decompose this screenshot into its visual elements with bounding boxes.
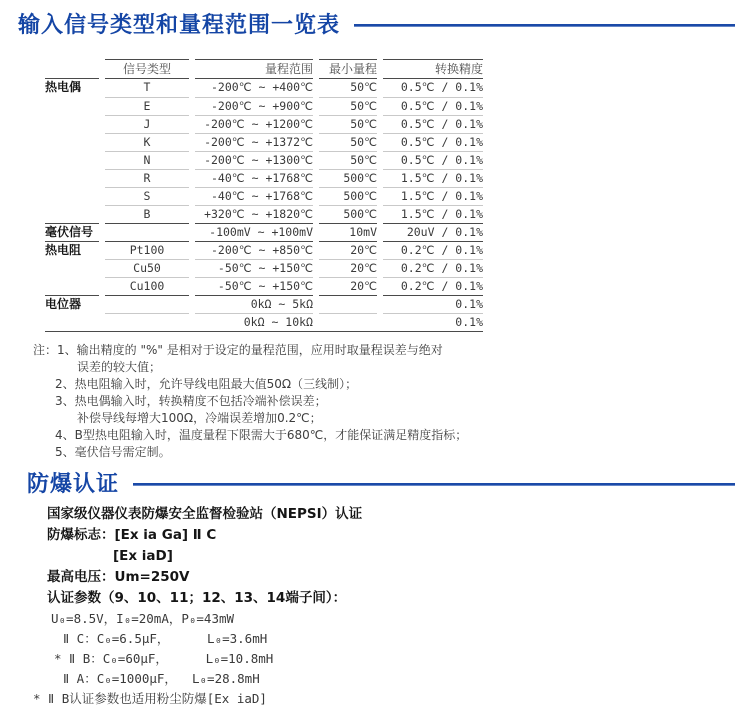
cell-category	[45, 205, 99, 223]
cell-range: -200℃ ~ +1300℃	[195, 151, 313, 169]
cell-category	[45, 259, 99, 277]
cell-range: -200℃ ~ +850℃	[195, 241, 313, 259]
table-row	[45, 187, 483, 205]
table-row	[45, 133, 483, 151]
cell-accuracy: 1.5℃ / 0.1%	[383, 187, 483, 205]
cell-min-range: 500℃	[319, 169, 377, 187]
cert-parameter-line: * Ⅱ B：C₀=60μF， L₀=10.8mH	[54, 651, 274, 666]
cell-range: -40℃ ~ +1768℃	[195, 169, 313, 187]
table-header-row	[45, 59, 483, 79]
cell-category	[45, 277, 99, 295]
cell-category	[45, 187, 99, 205]
cell-accuracy: 0.2℃ / 0.1%	[383, 259, 483, 277]
notes-block	[33, 342, 750, 461]
header-cell-signal-type: 信号类型	[105, 59, 189, 79]
table-row	[45, 169, 483, 187]
table-row	[45, 97, 483, 115]
note-line: 3、热电偶输入时，转换精度不包括冷端补偿误差；	[55, 394, 327, 408]
cell-signal-type	[105, 223, 189, 241]
table-row	[45, 295, 483, 313]
cert-heading-line: 最高电压：Um=250V	[47, 569, 190, 585]
cell-accuracy: 1.5℃ / 0.1%	[383, 205, 483, 223]
cell-accuracy: 0.5℃ / 0.1%	[400, 80, 483, 94]
table-row	[45, 313, 483, 331]
note-line: 5、毫伏信号需定制。	[55, 445, 171, 459]
cert-heading-line: 认证参数（9、10、11；12、13、14端子间）：	[47, 590, 347, 606]
cell-min-range: 500℃	[319, 205, 377, 223]
cert-parameter-line: Ⅱ C：C₀=6.5μF， L₀=3.6mH	[63, 631, 268, 646]
cell-category: 热电偶	[45, 80, 82, 94]
cell-range: +320℃ ~ +1820℃	[195, 205, 313, 223]
cell-min-range: 20℃	[319, 259, 377, 277]
cell-accuracy: 0.5℃ / 0.1%	[383, 133, 483, 151]
cell-signal-type: T	[143, 80, 151, 94]
cell-category	[45, 313, 99, 331]
cell-min-range: 50℃	[350, 80, 377, 94]
cell-accuracy: 0.2℃ / 0.1%	[383, 241, 483, 259]
cell-accuracy: 0.1%	[383, 295, 483, 313]
cell-signal-type: Cu100	[105, 277, 189, 295]
cell-range: -50℃ ~ +150℃	[195, 277, 313, 295]
cell-accuracy: 0.5℃ / 0.1%	[383, 151, 483, 169]
header-cell-min-range: 最小量程	[319, 59, 377, 79]
section1-header	[18, 0, 735, 39]
cell-signal-type	[105, 313, 189, 331]
table-row	[45, 259, 483, 277]
note-line: 补偿导线每增大100Ω，冷端误差增加0.2℃；	[77, 411, 322, 425]
table-row	[45, 151, 483, 169]
cell-category: 电位器	[45, 295, 99, 313]
cell-range: -40℃ ~ +1768℃	[195, 187, 313, 205]
cell-signal-type: R	[105, 169, 189, 187]
cell-accuracy: 20uV / 0.1%	[383, 223, 483, 241]
cell-accuracy: 0.5℃ / 0.1%	[383, 115, 483, 133]
cell-accuracy: 0.2℃ / 0.1%	[383, 277, 483, 295]
cell-range: 0kΩ ~ 5kΩ	[195, 295, 313, 313]
cell-min-range	[319, 295, 377, 313]
cell-category	[45, 133, 99, 151]
cell-min-range	[319, 313, 377, 331]
section1-title-rule	[354, 24, 735, 27]
cell-category	[45, 169, 99, 187]
table-row	[45, 115, 483, 133]
cell-min-range: 20℃	[319, 241, 377, 259]
cell-range: -100mV ~ +100mV	[195, 223, 313, 241]
table-row	[45, 277, 483, 295]
cell-signal-type: E	[105, 97, 189, 115]
cell-min-range: 10mV	[319, 223, 377, 241]
cell-min-range: 50℃	[319, 97, 377, 115]
cell-min-range: 50℃	[319, 151, 377, 169]
cert-heading-line: 国家级仪器仪表防爆安全监督检验站（NEPSI）认证	[47, 506, 363, 522]
cell-range: -200℃ ~ +900℃	[195, 97, 313, 115]
cell-signal-type	[105, 295, 189, 313]
cell-accuracy: 0.5℃ / 0.1%	[383, 97, 483, 115]
section2-title-rule	[133, 483, 735, 486]
cell-accuracy: 1.5℃ / 0.1%	[383, 169, 483, 187]
cell-category	[45, 97, 99, 115]
signal-range-table	[45, 59, 483, 332]
cell-range: 0kΩ ~ 10kΩ	[195, 313, 313, 331]
cell-min-range: 50℃	[319, 133, 377, 151]
cell-min-range: 20℃	[319, 277, 377, 295]
cell-accuracy: 0.1%	[383, 313, 483, 331]
section2-header	[18, 471, 735, 498]
cell-range: -200℃ ~ +1372℃	[195, 133, 313, 151]
cell-min-range: 50℃	[319, 115, 377, 133]
cert-parameter-line: U₀=8.5V，I₀=20mA，P₀=43mW	[51, 611, 235, 626]
cell-category	[45, 115, 99, 133]
cell-signal-type: Cu50	[105, 259, 189, 277]
cert-parameter-line: Ⅱ A：C₀=1000μF， L₀=28.8mH	[63, 671, 260, 686]
header-cell-accuracy: 转换精度	[383, 59, 483, 79]
table-row	[45, 241, 483, 259]
cert-parameter-line: * Ⅱ B认证参数也适用粉尘防爆[Ex iaD]	[33, 691, 267, 706]
cert-heading-line: 防爆标志：[Ex ia Ga] Ⅱ C	[47, 527, 217, 543]
note-line: 注：1、输出精度的 "%" 是相对于设定的量程范围，应用时取量程误差与绝对	[33, 343, 443, 357]
cell-signal-type: K	[105, 133, 189, 151]
cell-signal-type: N	[105, 151, 189, 169]
header-cell-category	[45, 59, 99, 79]
section1-title: 输入信号类型和量程范围一览表	[18, 13, 341, 38]
certification-block	[33, 504, 750, 709]
cell-signal-type: Pt100	[105, 241, 189, 259]
table-row	[45, 79, 483, 97]
cell-range: -200℃ ~ +400℃	[211, 80, 313, 94]
cell-category: 热电阻	[45, 241, 99, 259]
note-line: 2、热电阻输入时，允许导线电阻最大值50Ω（三线制）；	[55, 377, 358, 391]
note-line: 4、B型热电阻输入时，温度量程下限需大于680℃，才能保证满足精度指标；	[55, 428, 468, 442]
table-row	[45, 223, 483, 241]
cell-range: -50℃ ~ +150℃	[195, 259, 313, 277]
cell-min-range: 500℃	[319, 187, 377, 205]
table-row	[45, 205, 483, 223]
cell-signal-type: S	[105, 187, 189, 205]
header-cell-range: 量程范围	[195, 59, 313, 79]
cell-category: 毫伏信号	[45, 223, 99, 241]
note-line: 误差的较大值；	[77, 360, 162, 374]
cell-signal-type: B	[105, 205, 189, 223]
cell-signal-type: J	[105, 115, 189, 133]
cell-range: -200℃ ~ +1200℃	[195, 115, 313, 133]
cell-category	[45, 151, 99, 169]
section2-title: 防爆认证	[27, 472, 120, 497]
cert-heading-line: [Ex iaD]	[113, 548, 173, 564]
